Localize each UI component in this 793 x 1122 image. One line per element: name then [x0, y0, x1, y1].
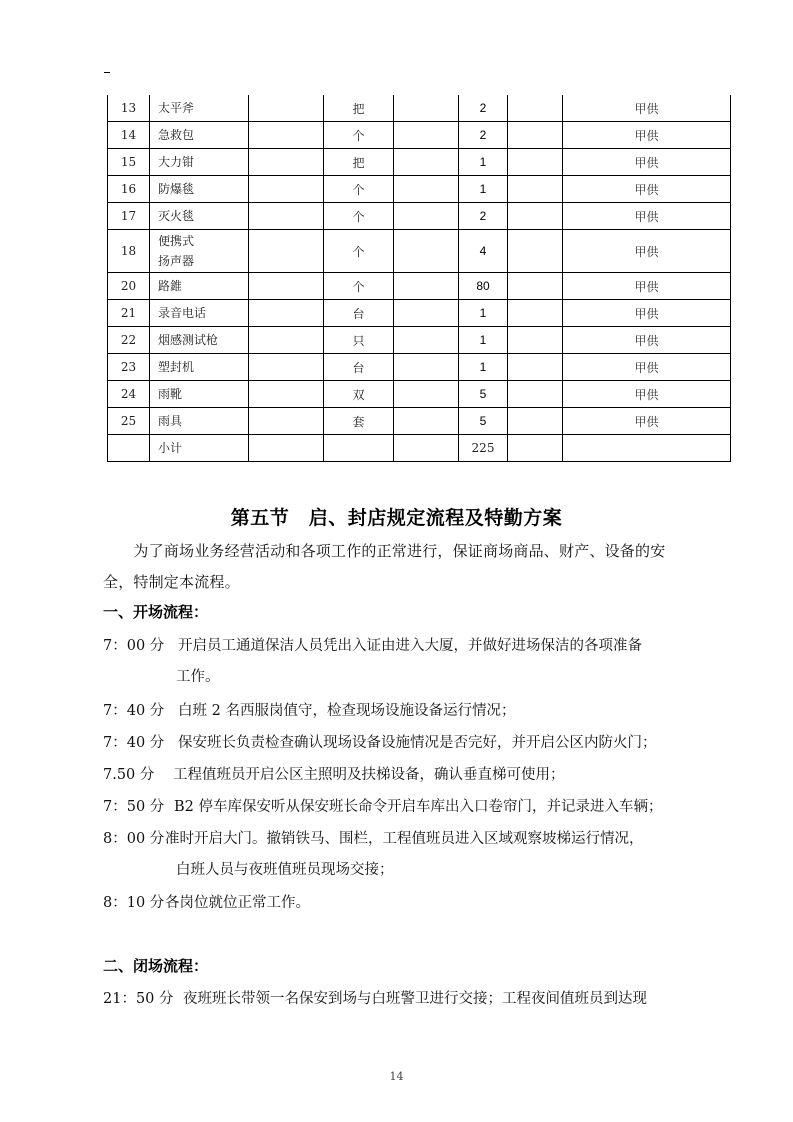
- item-spec: [249, 230, 324, 273]
- item-qty: 2: [459, 203, 508, 230]
- table-row: [108, 354, 731, 381]
- subtotal-qty: 225: [459, 435, 508, 462]
- row-number: 21: [108, 300, 150, 327]
- opening-step: [103, 699, 515, 720]
- row-number: [108, 435, 150, 462]
- item-source: [563, 435, 731, 462]
- table-row: [108, 95, 731, 122]
- item-qty: 1: [459, 327, 508, 354]
- opening-step: [103, 763, 565, 784]
- empty-cell: [508, 95, 563, 122]
- table-row: [108, 203, 731, 230]
- row-number: 17: [108, 203, 150, 230]
- item-spec: [249, 95, 324, 122]
- item-source: 甲供: [563, 381, 731, 408]
- opening-step: [103, 795, 663, 816]
- item-name: 雨具: [150, 408, 249, 435]
- item-qty: 5: [459, 408, 508, 435]
- item-spec: [249, 273, 324, 300]
- item-source: 甲供: [563, 122, 731, 149]
- item-name-line: 扬声器: [158, 254, 195, 268]
- empty-cell: [394, 300, 459, 327]
- item-unit: 台: [324, 354, 394, 381]
- empty-cell: [508, 273, 563, 300]
- opening-step: [103, 731, 657, 752]
- equipment-table: [107, 95, 731, 462]
- row-number: 13: [108, 95, 150, 122]
- item-source: 甲供: [563, 408, 731, 435]
- item-unit: 台: [324, 300, 394, 327]
- closing-heading: 二、闭场流程：: [103, 957, 209, 975]
- empty-cell: [394, 435, 459, 462]
- item-name: 大力钳: [150, 149, 249, 176]
- item-name: 路錐: [150, 273, 249, 300]
- empty-cell: [508, 300, 563, 327]
- item-spec: [249, 408, 324, 435]
- item-spec: [249, 354, 324, 381]
- item-source: 甲供: [563, 300, 731, 327]
- empty-cell: [508, 230, 563, 273]
- item-name: 烟感测试枪: [150, 327, 249, 354]
- row-number: 16: [108, 176, 150, 203]
- table-row: [108, 381, 731, 408]
- row-number: 18: [108, 230, 150, 273]
- item-unit: 把: [324, 149, 394, 176]
- empty-cell: [508, 354, 563, 381]
- opening-heading: 一、开场流程：: [103, 603, 209, 621]
- opening-step: [103, 891, 310, 912]
- step-time: 7：00 分: [103, 638, 165, 654]
- header-mark: [104, 72, 110, 73]
- item-unit: 只: [324, 327, 394, 354]
- empty-cell: [394, 327, 459, 354]
- row-number: 24: [108, 381, 150, 408]
- row-number: 25: [108, 408, 150, 435]
- item-spec: [249, 381, 324, 408]
- item-unit: [324, 435, 394, 462]
- step-continuation: 白班人员与夜班值班员现场交接；: [176, 862, 394, 878]
- step-text: 开启员工通道保洁人员凭出入证由进入大厦，并做好进场保洁的各项准备: [178, 638, 642, 654]
- empty-cell: [508, 408, 563, 435]
- item-source: 甲供: [563, 149, 731, 176]
- page-number: 14: [389, 1070, 404, 1083]
- table-row: [108, 176, 731, 203]
- item-unit: 把: [324, 95, 394, 122]
- opening-step: [103, 827, 644, 848]
- empty-cell: [394, 408, 459, 435]
- table-row: [108, 273, 731, 300]
- item-qty: 1: [459, 176, 508, 203]
- row-number: 14: [108, 122, 150, 149]
- table-row: [108, 230, 731, 273]
- item-qty: 1: [459, 354, 508, 381]
- row-number: 20: [108, 273, 150, 300]
- step-time: 7：50 分: [103, 799, 165, 815]
- row-number: 15: [108, 149, 150, 176]
- step-time: 8：00 分: [103, 831, 165, 847]
- item-unit: 个: [324, 176, 394, 203]
- item-spec: [249, 300, 324, 327]
- item-unit: 套: [324, 408, 394, 435]
- opening-step: [103, 634, 642, 655]
- item-qty: 1: [459, 149, 508, 176]
- item-qty: 4: [459, 230, 508, 273]
- step-text: 准时开启大门。撤销铁马、围栏，工程值班员进入区域观察坡梯运行情况，: [165, 831, 644, 847]
- table-row: [108, 149, 731, 176]
- item-spec: [249, 176, 324, 203]
- row-number: 23: [108, 354, 150, 381]
- item-name-line: 便携式: [158, 234, 195, 248]
- step-time: 7.50 分: [103, 767, 155, 783]
- item-qty: 80: [459, 273, 508, 300]
- item-unit: 个: [324, 230, 394, 273]
- step-text: 保安班长负责检查确认现场设备设施情况是否完好，并开启公区内防火门；: [178, 735, 657, 751]
- row-number: 22: [108, 327, 150, 354]
- item-name: 防爆毯: [150, 176, 249, 203]
- subtotal-label: 小计: [150, 435, 249, 462]
- table-row: [108, 122, 731, 149]
- step-text: 工程值班员开启公区主照明及扶梯设备，确认垂直梯可使用；: [173, 767, 565, 783]
- item-unit: 个: [324, 273, 394, 300]
- table-row: [108, 327, 731, 354]
- empty-cell: [394, 354, 459, 381]
- step-text: B2 停车库保安听从保安班长命令开启车库出入口卷帘门，并记录进入车辆；: [174, 799, 663, 815]
- step-time: 8：10 分: [103, 895, 165, 911]
- item-spec: [249, 203, 324, 230]
- empty-cell: [394, 122, 459, 149]
- step-text: 夜班班长带领一名保安到场与白班警卫进行交接；工程夜间值班员到达现: [183, 991, 647, 1007]
- item-name: 雨靴: [150, 381, 249, 408]
- item-name: 灭火毯: [150, 203, 249, 230]
- item-name: [150, 230, 249, 273]
- step-time: 21：50 分: [103, 991, 174, 1007]
- item-unit: 双: [324, 381, 394, 408]
- item-source: 甲供: [563, 327, 731, 354]
- item-spec: [249, 122, 324, 149]
- table-row: [108, 408, 731, 435]
- intro-paragraph-line: 全，特制定本流程。: [103, 573, 240, 591]
- item-qty: 1: [459, 300, 508, 327]
- item-source: 甲供: [563, 354, 731, 381]
- item-name: 录音电话: [150, 300, 249, 327]
- item-name: 急救包: [150, 122, 249, 149]
- step-continuation: 工作。: [176, 669, 220, 685]
- empty-cell: [508, 203, 563, 230]
- intro-paragraph-line: 为了商场业务经营活动和各项工作的正常进行，保证商场商品、财产、设备的安: [103, 542, 666, 560]
- closing-step: [103, 987, 647, 1008]
- empty-cell: [508, 381, 563, 408]
- empty-cell: [508, 435, 563, 462]
- item-spec: [249, 327, 324, 354]
- item-qty: 5: [459, 381, 508, 408]
- empty-cell: [508, 122, 563, 149]
- item-spec: [249, 435, 324, 462]
- item-unit: 个: [324, 203, 394, 230]
- step-time: 7：40 分: [103, 703, 165, 719]
- table-row: [108, 300, 731, 327]
- empty-cell: [508, 327, 563, 354]
- step-time: 7：40 分: [103, 735, 165, 751]
- subtotal-row: [108, 435, 731, 462]
- item-unit: 个: [324, 122, 394, 149]
- empty-cell: [508, 149, 563, 176]
- empty-cell: [394, 273, 459, 300]
- empty-cell: [394, 176, 459, 203]
- step-text: 白班 2 名西服岗值守，检查现场设施设备运行情况；: [178, 703, 516, 719]
- step-text: 各岗位就位正常工作。: [165, 895, 310, 911]
- item-qty: 2: [459, 122, 508, 149]
- empty-cell: [394, 381, 459, 408]
- item-qty: 2: [459, 95, 508, 122]
- item-name: 塑封机: [150, 354, 249, 381]
- empty-cell: [508, 176, 563, 203]
- empty-cell: [394, 203, 459, 230]
- item-source: 甲供: [563, 176, 731, 203]
- section-title: 第五节 启、封店规定流程及特勤方案: [230, 507, 563, 529]
- empty-cell: [394, 95, 459, 122]
- item-source: 甲供: [563, 230, 731, 273]
- empty-cell: [394, 149, 459, 176]
- item-source: 甲供: [563, 95, 731, 122]
- item-name: 太平斧: [150, 95, 249, 122]
- item-spec: [249, 149, 324, 176]
- item-source: 甲供: [563, 273, 731, 300]
- empty-cell: [394, 230, 459, 273]
- item-source: 甲供: [563, 203, 731, 230]
